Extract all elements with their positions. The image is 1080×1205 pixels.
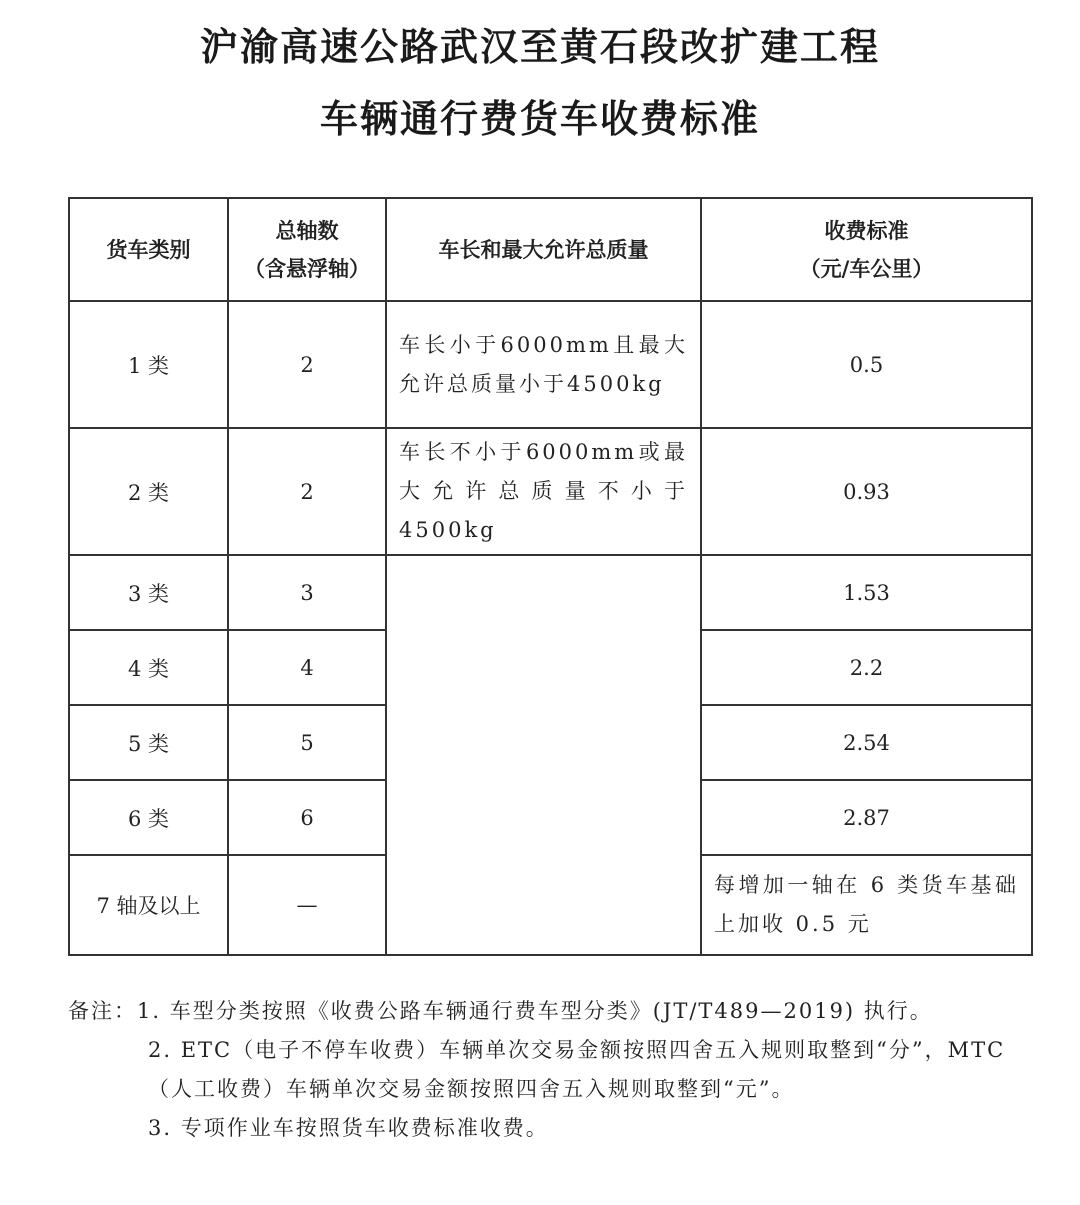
cell-axles: 5 bbox=[228, 705, 386, 780]
note-text: 1. 车型分类按照《收费公路车辆通行费车型分类》(JT/T489—2019) 执行。 bbox=[137, 999, 933, 1023]
notes-label: 备注： bbox=[68, 999, 137, 1023]
note-3: 3. 专项作业车按照货车收费标准收费。 bbox=[148, 1116, 549, 1140]
cell-category: 2 类 bbox=[69, 428, 228, 555]
table-row bbox=[69, 428, 1032, 555]
cell-axles: 4 bbox=[228, 630, 386, 705]
notes bbox=[68, 992, 1038, 1148]
cell-spec: 车长小于6000mm且最大允许总质量小于4500kg bbox=[386, 301, 701, 428]
document-title-line1: 沪渝高速公路武汉至黄石段改扩建工程 bbox=[199, 25, 880, 69]
cell-axles: 2 bbox=[228, 301, 386, 428]
cell-rate: 0.5 bbox=[701, 301, 1032, 428]
cell-spec: 车长不小于6000mm或最大允许总质量不小于4500kg bbox=[386, 428, 701, 555]
header-rate-line1: 收费标准 bbox=[824, 218, 909, 243]
cell-rate: 0.93 bbox=[701, 428, 1032, 555]
cell-rate: 每增加一轴在 6 类货车基础上加收 0.5 元 bbox=[701, 855, 1032, 955]
cell-category: 7 轴及以上 bbox=[69, 855, 228, 955]
table-header-row bbox=[69, 198, 1032, 301]
header-rate bbox=[701, 198, 1032, 301]
header-axles-line2: （含悬浮轴） bbox=[244, 256, 370, 281]
header-axles bbox=[228, 198, 386, 301]
cell-rate: 2.87 bbox=[701, 780, 1032, 855]
cell-rate: 2.2 bbox=[701, 630, 1032, 705]
cell-category: 3 类 bbox=[69, 555, 228, 630]
table-row bbox=[69, 555, 1032, 630]
cell-rate: 1.53 bbox=[701, 555, 1032, 630]
toll-rate-table bbox=[68, 197, 1033, 956]
cell-category: 1 类 bbox=[69, 301, 228, 428]
header-spec: 车长和最大允许总质量 bbox=[386, 198, 701, 301]
header-rate-line2: （元/车公里） bbox=[799, 256, 934, 281]
cell-spec-merged bbox=[386, 555, 701, 955]
cell-axles: 2 bbox=[228, 428, 386, 555]
cell-rate: 2.54 bbox=[701, 705, 1032, 780]
cell-category: 4 类 bbox=[69, 630, 228, 705]
table-row bbox=[69, 301, 1032, 428]
cell-category: 5 类 bbox=[69, 705, 228, 780]
cell-axles: — bbox=[228, 855, 386, 955]
note-2: 2. ETC（电子不停车收费）车辆单次交易金额按照四舍五入规则取整到“分”，MTC（人工收费）车辆单次交易金额按照四舍五入规则取整到“元”。 bbox=[148, 1038, 1006, 1101]
header-axles-line1: 总轴数 bbox=[275, 218, 339, 243]
cell-category: 6 类 bbox=[69, 780, 228, 855]
document-title-line2: 车辆通行费货车收费标准 bbox=[319, 97, 760, 141]
note-1 bbox=[68, 992, 1038, 1031]
header-category: 货车类别 bbox=[69, 198, 228, 301]
cell-axles: 6 bbox=[228, 780, 386, 855]
cell-axles: 3 bbox=[228, 555, 386, 630]
